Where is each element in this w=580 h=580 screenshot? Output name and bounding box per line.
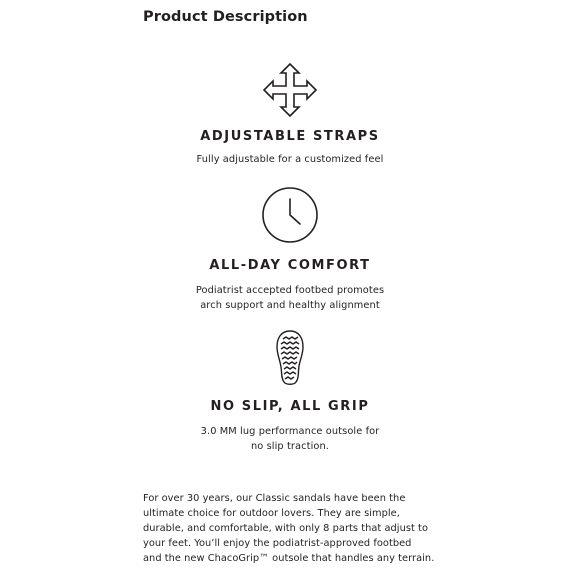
four-way-arrows-icon bbox=[262, 62, 318, 118]
feature-description: Fully adjustable for a customized feel bbox=[196, 154, 384, 165]
feature-description: 3.0 MM lug performance outsole for no slip traction. bbox=[200, 426, 380, 452]
sole-tread-icon bbox=[275, 330, 305, 386]
clock-icon bbox=[261, 186, 319, 244]
feature-heading: ADJUSTABLE STRAPS bbox=[200, 129, 380, 144]
page-title: Product Description bbox=[143, 9, 308, 25]
product-body-copy: For over 30 years, our Classic sandals have been the ultimate choice for outdoor lovers. They are simple, durable, and comfortable, with only 8 parts that adjust to your feet. You’ll enjoy the podiatrist-approved footbed and the new ChacoGrip™ outsole that handles any terrain. bbox=[143, 493, 435, 564]
feature-adjustable-straps bbox=[0, 62, 580, 167]
feature-no-slip-all-grip bbox=[0, 330, 580, 454]
feature-all-day-comfort bbox=[0, 186, 580, 313]
feature-description: Podiatrist accepted footbed promotes arch support and healthy alignment bbox=[195, 285, 385, 311]
feature-heading: ALL-DAY COMFORT bbox=[209, 258, 371, 273]
feature-heading: NO SLIP, ALL GRIP bbox=[210, 399, 370, 414]
